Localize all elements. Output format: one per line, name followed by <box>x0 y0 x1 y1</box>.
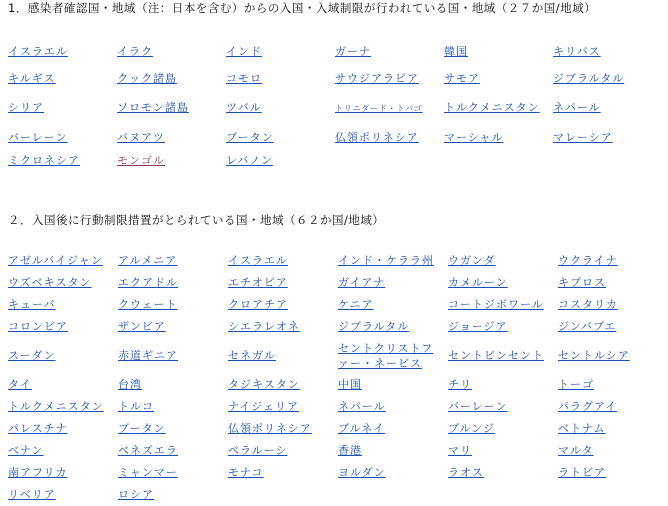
table-cell <box>228 299 338 311</box>
table-cell <box>448 350 558 362</box>
country-link[interactable]: キルギス <box>8 71 56 85</box>
table-cell <box>444 73 553 85</box>
country-link[interactable]: マーシャル <box>444 130 504 144</box>
country-link[interactable]: パラグアイ <box>558 400 618 413</box>
country-link[interactable]: コロンビア <box>8 320 68 333</box>
country-link[interactable]: マレーシア <box>553 130 613 144</box>
country-link[interactable]: セントルシア <box>558 349 630 362</box>
table-cell <box>558 350 668 362</box>
country-link[interactable]: ソロモン諸島 <box>117 101 189 114</box>
table-cell <box>228 445 338 457</box>
country-link[interactable]: ブータン <box>118 422 166 435</box>
country-link[interactable]: ウズベキスタン <box>8 276 92 289</box>
table-cell <box>558 255 668 267</box>
table-cell <box>8 73 117 85</box>
country-link[interactable]: ジブラルタル <box>338 320 410 333</box>
table-cell <box>444 102 553 114</box>
country-link[interactable]: ラオス <box>448 466 484 479</box>
country-link[interactable]: コモロ <box>226 71 262 85</box>
country-link[interactable]: ウクライナ <box>558 254 618 267</box>
table-cell <box>558 401 668 413</box>
country-link[interactable]: クロアチア <box>228 298 288 311</box>
country-link[interactable]: マリ <box>448 444 472 457</box>
table-cell <box>444 46 553 58</box>
country-link[interactable]: チリ <box>448 378 472 391</box>
table-cell <box>118 350 228 362</box>
country-link[interactable]: トルコ <box>118 400 154 413</box>
table-cell <box>117 102 226 114</box>
country-link[interactable]: ウガンダ <box>448 254 496 267</box>
table-cell <box>448 277 558 289</box>
country-link[interactable]: コートジボワール <box>448 298 544 311</box>
country-link[interactable]: ベトナム <box>558 422 606 435</box>
country-link[interactable]: 韓国 <box>444 44 468 58</box>
table-row <box>8 440 668 462</box>
table-cell <box>338 255 448 267</box>
table-cell <box>8 467 118 479</box>
table-cell <box>338 321 448 333</box>
table-cell <box>338 401 448 413</box>
country-link[interactable]: バーレーン <box>8 130 68 144</box>
table-cell <box>226 102 335 114</box>
table-cell <box>117 132 226 144</box>
country-link[interactable]: トルクメニスタン <box>444 101 540 114</box>
table-cell <box>8 299 118 311</box>
country-link[interactable]: 仏領ポリネシア <box>228 422 312 435</box>
country-link[interactable]: ベネズエラ <box>118 444 178 457</box>
table-cell <box>448 423 558 435</box>
table-row <box>8 338 668 374</box>
country-link[interactable]: ガイアナ <box>338 276 386 289</box>
table-cell <box>553 46 662 58</box>
table-cell <box>553 132 662 144</box>
table-cell <box>228 379 338 391</box>
table-cell <box>553 102 662 114</box>
table-cell <box>444 132 553 144</box>
table-cell <box>8 445 118 457</box>
country-link[interactable]: キリバス <box>553 44 601 58</box>
table-cell <box>8 102 117 114</box>
country-link[interactable]: レバノン <box>226 154 273 167</box>
country-link[interactable]: 南アフリカ <box>8 466 68 479</box>
country-link[interactable]: カメルーン <box>448 276 508 289</box>
country-link[interactable]: ロシア <box>118 488 154 501</box>
country-link[interactable]: クウェート <box>118 298 178 311</box>
table-cell <box>558 379 668 391</box>
table-cell <box>228 277 338 289</box>
table-cell <box>8 155 117 167</box>
table-cell <box>117 46 226 58</box>
table-row <box>8 374 668 396</box>
country-link[interactable]: セントビンセント <box>448 349 544 362</box>
table-row <box>8 124 662 151</box>
table-row <box>8 294 668 316</box>
country-link[interactable]: キプロス <box>558 276 606 289</box>
table-cell <box>448 401 558 413</box>
country-link[interactable]: ザンビア <box>118 320 166 333</box>
table-row <box>8 316 668 338</box>
table-cell <box>118 255 228 267</box>
table-cell <box>228 255 338 267</box>
table-cell <box>228 467 338 479</box>
table-row <box>8 65 662 92</box>
country-link[interactable]: セントクリストファー・ネービス <box>338 342 434 370</box>
table-cell <box>228 350 338 362</box>
table-cell <box>558 321 668 333</box>
table-row <box>8 484 668 506</box>
country-link[interactable]: 赤道ギニア <box>118 349 178 362</box>
country-link[interactable]: ベナン <box>8 444 44 457</box>
country-link[interactable]: ミャンマー <box>118 466 178 479</box>
table-cell <box>118 467 228 479</box>
table-cell <box>558 445 668 457</box>
country-link[interactable]: シエラレオネ <box>228 320 300 333</box>
section2-heading: ２．入国後に行動制限措置がとられている国・地域（６２か国/地域） <box>8 213 385 227</box>
table-cell <box>118 321 228 333</box>
table-cell <box>558 277 668 289</box>
country-link[interactable]: 台湾 <box>118 378 142 391</box>
table-cell <box>448 445 558 457</box>
table-cell <box>448 379 558 391</box>
country-link[interactable]: サウジアラビア <box>335 71 419 85</box>
table-cell <box>8 401 118 413</box>
country-link[interactable]: インド <box>226 44 262 58</box>
table-cell <box>8 277 118 289</box>
country-link[interactable]: トーゴ <box>558 378 594 391</box>
country-link[interactable]: トリニダード・トバゴ <box>335 103 423 113</box>
table-row <box>8 38 662 65</box>
table-cell <box>335 102 444 115</box>
country-link[interactable]: ブルンジ <box>448 422 496 435</box>
country-link[interactable]: ラトビア <box>558 466 606 479</box>
country-link[interactable]: アルメニア <box>118 254 178 267</box>
table-cell <box>448 321 558 333</box>
table-cell <box>338 341 448 371</box>
table-cell <box>335 132 444 144</box>
country-link[interactable]: パレスチナ <box>8 422 68 435</box>
table-cell <box>338 299 448 311</box>
country-link[interactable]: トルクメニスタン <box>8 400 104 413</box>
country-link[interactable]: エクアドル <box>118 276 178 289</box>
table-cell <box>338 379 448 391</box>
country-link[interactable]: タジキスタン <box>228 378 300 391</box>
table-row <box>8 92 662 124</box>
country-link[interactable]: ジョージア <box>448 320 508 333</box>
table-row <box>8 250 668 272</box>
table-cell <box>8 379 118 391</box>
country-link[interactable]: ガーナ <box>335 44 371 58</box>
country-link[interactable]: サモア <box>444 71 480 85</box>
table-cell <box>558 467 668 479</box>
table-cell <box>118 401 228 413</box>
country-link[interactable]: リベリア <box>8 488 56 501</box>
table-cell <box>226 132 335 144</box>
table-cell <box>118 277 228 289</box>
country-link[interactable]: ジンバブエ <box>558 320 617 333</box>
table-cell <box>228 401 338 413</box>
country-link[interactable]: 香港 <box>338 444 362 457</box>
table-cell <box>448 299 558 311</box>
country-link[interactable]: ツバル <box>226 101 262 114</box>
country-link[interactable]: タイ <box>8 378 32 391</box>
country-link[interactable]: イスラエル <box>8 44 68 58</box>
table-cell <box>338 467 448 479</box>
table-cell <box>335 73 444 85</box>
table-cell <box>226 155 335 167</box>
table-cell <box>228 423 338 435</box>
table-cell <box>8 255 118 267</box>
country-link[interactable]: アゼルバイジャン <box>8 254 103 267</box>
country-link[interactable]: キューバ <box>8 298 56 311</box>
country-link[interactable]: 中国 <box>338 378 362 391</box>
country-link[interactable]: シリア <box>8 101 44 114</box>
country-link[interactable]: スーダン <box>8 349 56 362</box>
table-row <box>8 462 668 484</box>
table-row <box>8 396 668 418</box>
country-link[interactable]: ケニア <box>338 298 374 311</box>
table-row <box>8 418 668 440</box>
table-cell <box>448 255 558 267</box>
table-cell <box>338 277 448 289</box>
table-row <box>8 151 662 171</box>
country-link[interactable]: インド・ケララ州 <box>338 254 434 267</box>
country-link[interactable]: ナイジェリア <box>228 400 300 413</box>
table-cell <box>8 423 118 435</box>
table-cell <box>553 73 662 85</box>
country-link[interactable]: モナコ <box>228 466 264 479</box>
table-row <box>8 272 668 294</box>
country-link[interactable]: コスタリカ <box>558 298 618 311</box>
table-cell <box>338 445 448 457</box>
table-cell <box>228 321 338 333</box>
section1-country-table <box>8 38 662 171</box>
table-cell <box>117 155 226 167</box>
section1-heading: 1．感染者確認国・地域（注：日本を含む）からの入国・入域制限が行われている国・地域（２７か国/地域） <box>8 1 597 15</box>
table-cell <box>226 46 335 58</box>
country-link[interactable]: ネパール <box>553 101 601 114</box>
table-cell <box>558 423 668 435</box>
table-cell <box>118 445 228 457</box>
country-link[interactable]: ブルネイ <box>338 422 386 435</box>
table-cell <box>226 73 335 85</box>
table-cell <box>8 489 118 501</box>
table-cell <box>118 423 228 435</box>
table-cell <box>8 350 118 362</box>
table-cell <box>8 132 117 144</box>
table-cell <box>8 321 118 333</box>
country-link[interactable]: セネガル <box>228 349 276 362</box>
country-link[interactable]: バヌアツ <box>117 130 165 144</box>
country-link[interactable]: ネパール <box>338 400 386 413</box>
country-link[interactable]: イスラエル <box>228 254 288 267</box>
table-cell <box>118 299 228 311</box>
country-link[interactable]: ジブラルタル <box>553 71 625 85</box>
country-link[interactable]: マルタ <box>558 444 594 457</box>
table-cell <box>448 467 558 479</box>
country-link[interactable]: イラク <box>117 44 153 58</box>
table-cell <box>335 46 444 58</box>
table-cell <box>8 46 117 58</box>
section2-country-table <box>8 250 668 506</box>
table-cell <box>118 489 228 501</box>
country-link[interactable]: 仏領ポリネシア <box>335 130 419 144</box>
country-link[interactable]: バーレーン <box>448 400 508 413</box>
country-link[interactable]: ミクロネシア <box>8 154 80 167</box>
country-link[interactable]: ブータン <box>226 130 274 144</box>
country-link[interactable]: クック諸島 <box>117 71 177 85</box>
table-cell <box>118 379 228 391</box>
table-cell <box>338 423 448 435</box>
country-link[interactable]: ベラルーシ <box>228 444 288 457</box>
table-cell <box>558 299 668 311</box>
country-link[interactable]: エチオピア <box>228 276 288 289</box>
table-cell <box>117 73 226 85</box>
country-link[interactable]: モンゴル <box>117 154 165 167</box>
country-link[interactable]: ヨルダン <box>338 466 386 479</box>
